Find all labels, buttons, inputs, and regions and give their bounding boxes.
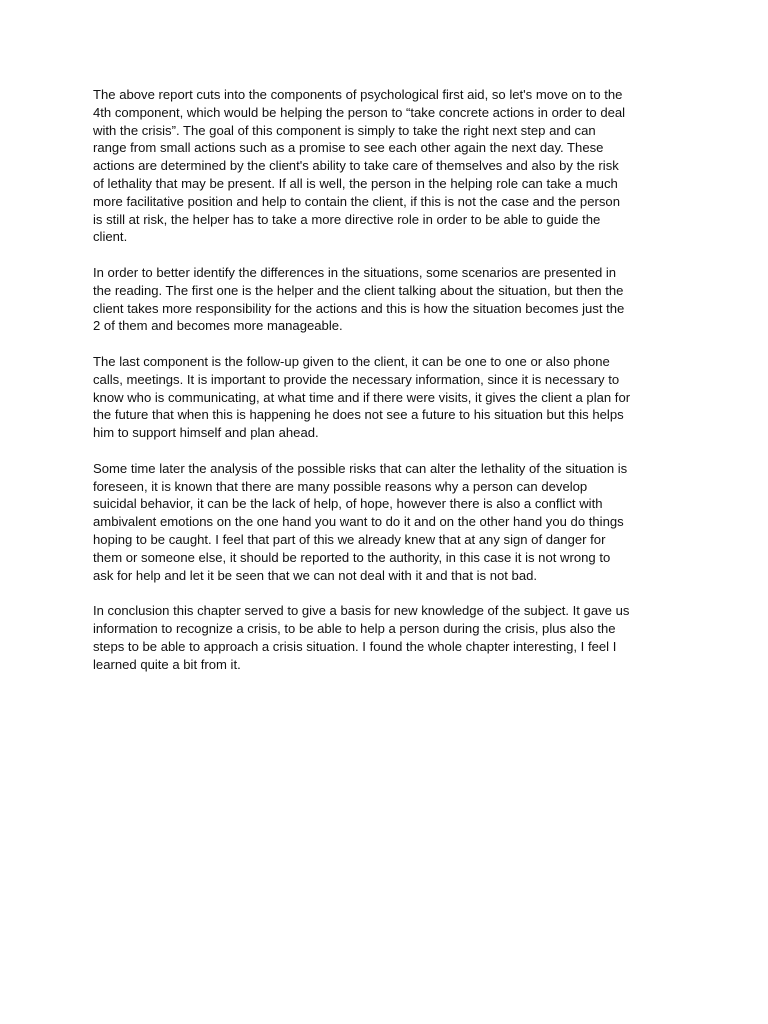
paragraph-conclusion: In conclusion this chapter served to give a basis for new knowledge of the subject. It gave us information to recognize a crisis, to be able to help a person during the crisis, plus also the steps to be able to approach a crisis situation. I found the whole chapter interesting, I feel I learned quite a bit from it. bbox=[93, 603, 630, 672]
paragraph-scenarios: In order to better identify the differences in the situations, some scenarios are presented in the reading. The first one is the helper and the client talking about the situation, but then the client takes more responsibility for the actions and this is how the situation becomes just the 2 of them and becomes more manageable. bbox=[93, 264, 625, 334]
paragraph-follow-up: The last component is the follow-up given to the client, it can be one to one or also phone calls, meetings. It is important to provide the necessary information, since it is necessary to know who is communicating, at what time and if there were visits, it gives the client a plan for the future that when this is happening he does not see a future to his situation but this helps him to support himself and plan ahead. bbox=[93, 353, 631, 441]
document-body bbox=[93, 86, 685, 691]
paragraph-psychological-first-aid: The above report cuts into the components of psychological first aid, so let's move on to the 4th component, which would be helping the person to “take concrete actions in order to deal with the crisis”. The goal of this component is simply to take the right next step and can range from small actions such as a promise to see each other again the next day. These actions are determined by the client's ability to take care of themselves and also by the risk of lethality that may be present. If all is well, the person in the helping role can take a much more facilitative position and help to contain the client, if this is not the case and the person is still at risk, the helper has to take a more directive role in order to be able to guide the client. bbox=[93, 87, 626, 245]
paragraph-risk-analysis: Some time later the analysis of the possible risks that can alter the lethality of the situation is foreseen, it is known that there are many possible reasons why a person can develop suicidal behavior, it can be the lack of help, of hope, however there is also a conflict with ambivalent emotions on the one hand you want to do it and on the other hand you do things hoping to be caught. I feel that part of this we already knew that at any sign of danger for them or someone else, it should be reported to the authority, in this case it is not wrong to ask for help and let it be seen that we can not deal with it and that is not bad. bbox=[93, 460, 628, 583]
